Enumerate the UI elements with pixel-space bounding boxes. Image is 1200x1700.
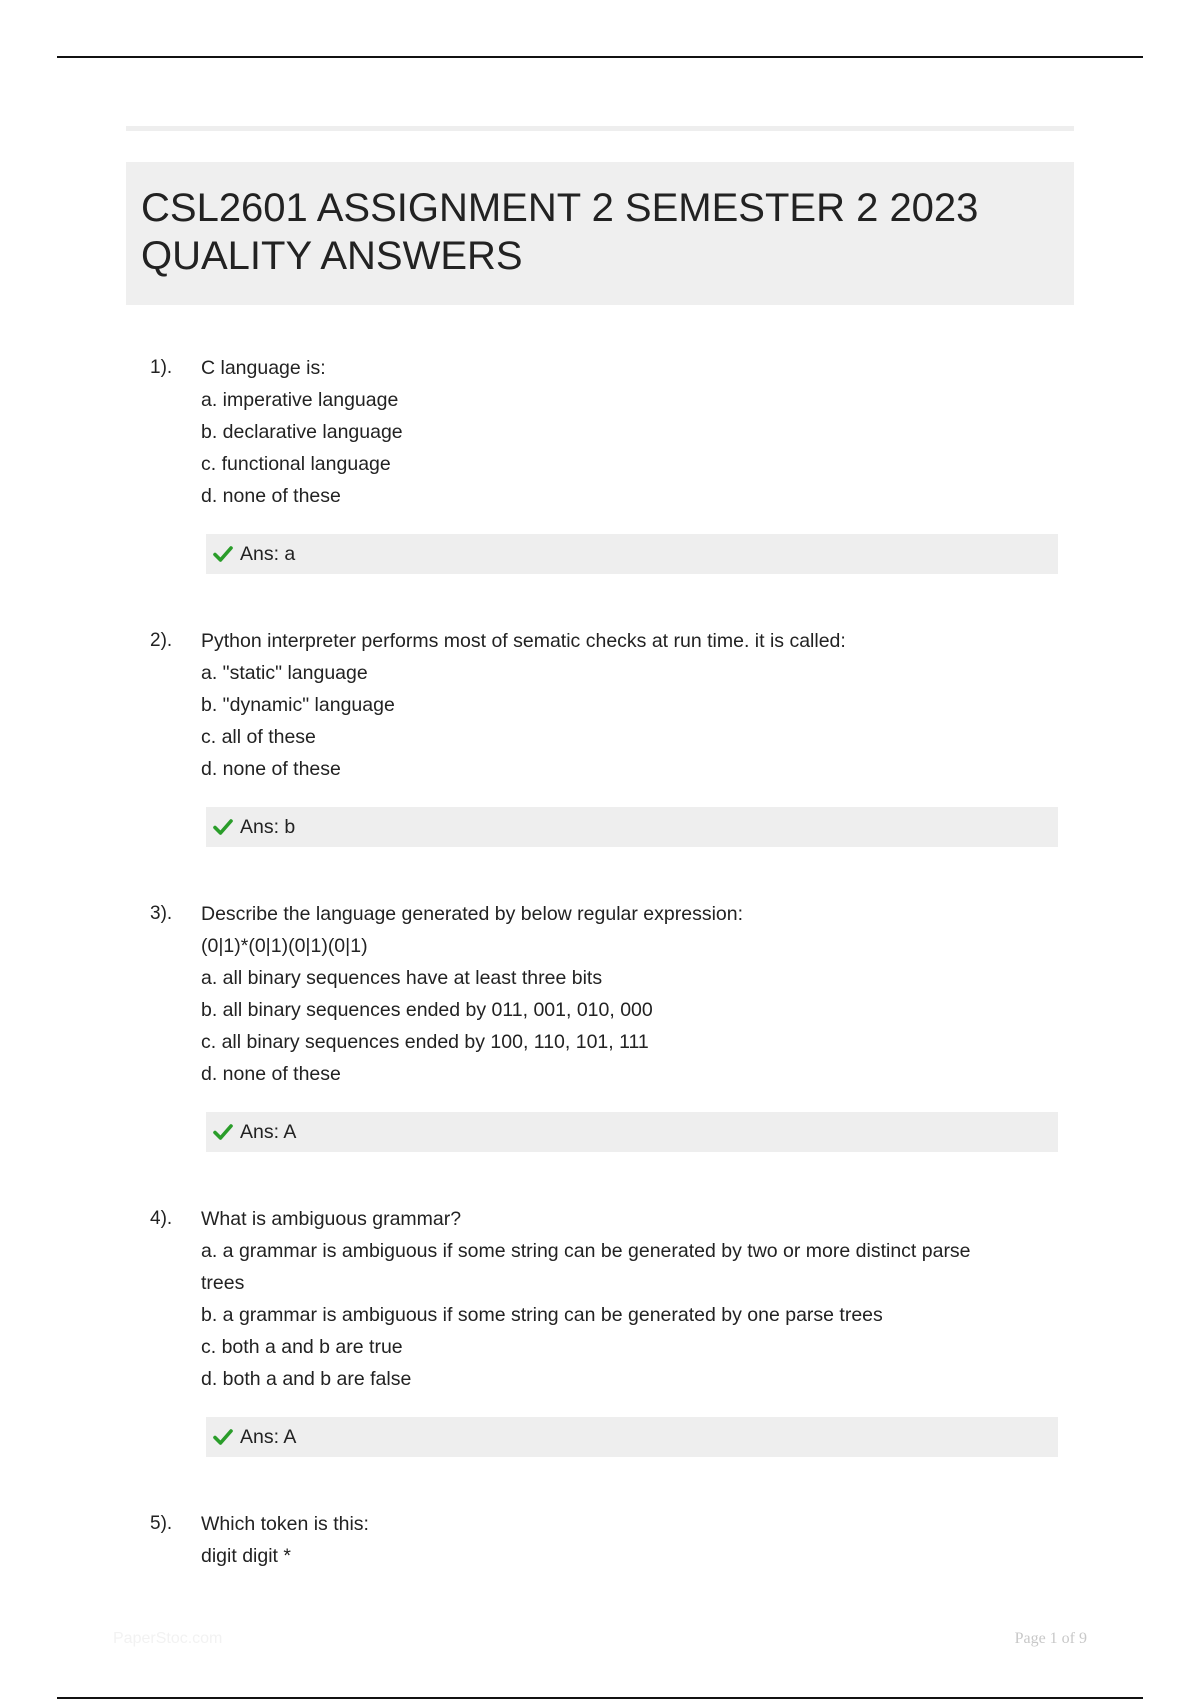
question-number: 4).: [150, 1208, 173, 1229]
option-a: a. imperative language: [201, 389, 399, 411]
bottom-rule: [57, 1697, 1143, 1699]
page-title-line1: CSL2601 ASSIGNMENT 2 SEMESTER 2 2023: [141, 186, 979, 230]
option-a: a. a grammar is ambiguous if some string can be generated by two or more distinct parse: [201, 1240, 971, 1262]
option-b: b. a grammar is ambiguous if some string can be generated by one parse trees: [201, 1304, 883, 1326]
check-icon: [213, 1123, 233, 1141]
question-text: Describe the language generated by below regular expression:: [201, 903, 744, 925]
question-5: [150, 1508, 1070, 1572]
question-text: What is ambiguous grammar?: [201, 1208, 462, 1230]
option-c: c. functional language: [201, 453, 391, 475]
answer-text: Ans: b: [240, 815, 296, 838]
question-text: Which token is this:: [201, 1513, 369, 1535]
answer-box: [206, 1112, 1058, 1152]
question-3: [150, 898, 1070, 1152]
question-text: Python interpreter performs most of sematic checks at run time. it is called:: [201, 630, 846, 652]
page-title-line2: QUALITY ANSWERS: [141, 234, 523, 278]
question-text: C language is:: [201, 357, 326, 379]
option-a: a. all binary sequences have at least three bits: [201, 967, 603, 989]
option-b: b. "dynamic" language: [201, 694, 395, 716]
option-d: d. none of these: [201, 485, 341, 507]
option-d: d. none of these: [201, 758, 341, 780]
check-icon: [213, 1428, 233, 1446]
question-2: [150, 625, 1070, 847]
question-4: [150, 1203, 1070, 1457]
page-number: Page 1 of 9: [1014, 1630, 1087, 1647]
question-number: 5).: [150, 1513, 173, 1534]
question-number: 2).: [150, 630, 173, 651]
answer-text: Ans: a: [240, 542, 296, 565]
option-a-continued: trees: [201, 1272, 245, 1294]
answer-box: [206, 807, 1058, 847]
option-a: a. "static" language: [201, 662, 368, 684]
option-b: b. all binary sequences ended by 011, 001, 010, 000: [201, 999, 653, 1021]
token-expression: digit digit *: [201, 1545, 291, 1567]
question-number: 3).: [150, 903, 173, 924]
option-c: c. all binary sequences ended by 100, 110, 101, 111: [201, 1031, 649, 1053]
header-divider: [126, 126, 1074, 131]
question-1: [150, 352, 1070, 574]
option-d: d. none of these: [201, 1063, 341, 1085]
answer-text: Ans: A: [240, 1120, 297, 1143]
watermark: PaperStoc.com: [113, 1630, 223, 1647]
top-rule: [57, 56, 1143, 58]
option-d: d. both a and b are false: [201, 1368, 412, 1390]
regular-expression: (0|1)*(0|1)(0|1)(0|1): [201, 935, 368, 957]
answer-text: Ans: A: [240, 1425, 297, 1448]
answer-box: [206, 1417, 1058, 1457]
option-b: b. declarative language: [201, 421, 403, 443]
check-icon: [213, 818, 233, 836]
option-c: c. all of these: [201, 726, 316, 748]
title-box: [126, 162, 1074, 305]
check-icon: [213, 545, 233, 563]
answer-box: [206, 534, 1058, 574]
option-c: c. both a and b are true: [201, 1336, 403, 1358]
question-number: 1).: [150, 357, 173, 378]
